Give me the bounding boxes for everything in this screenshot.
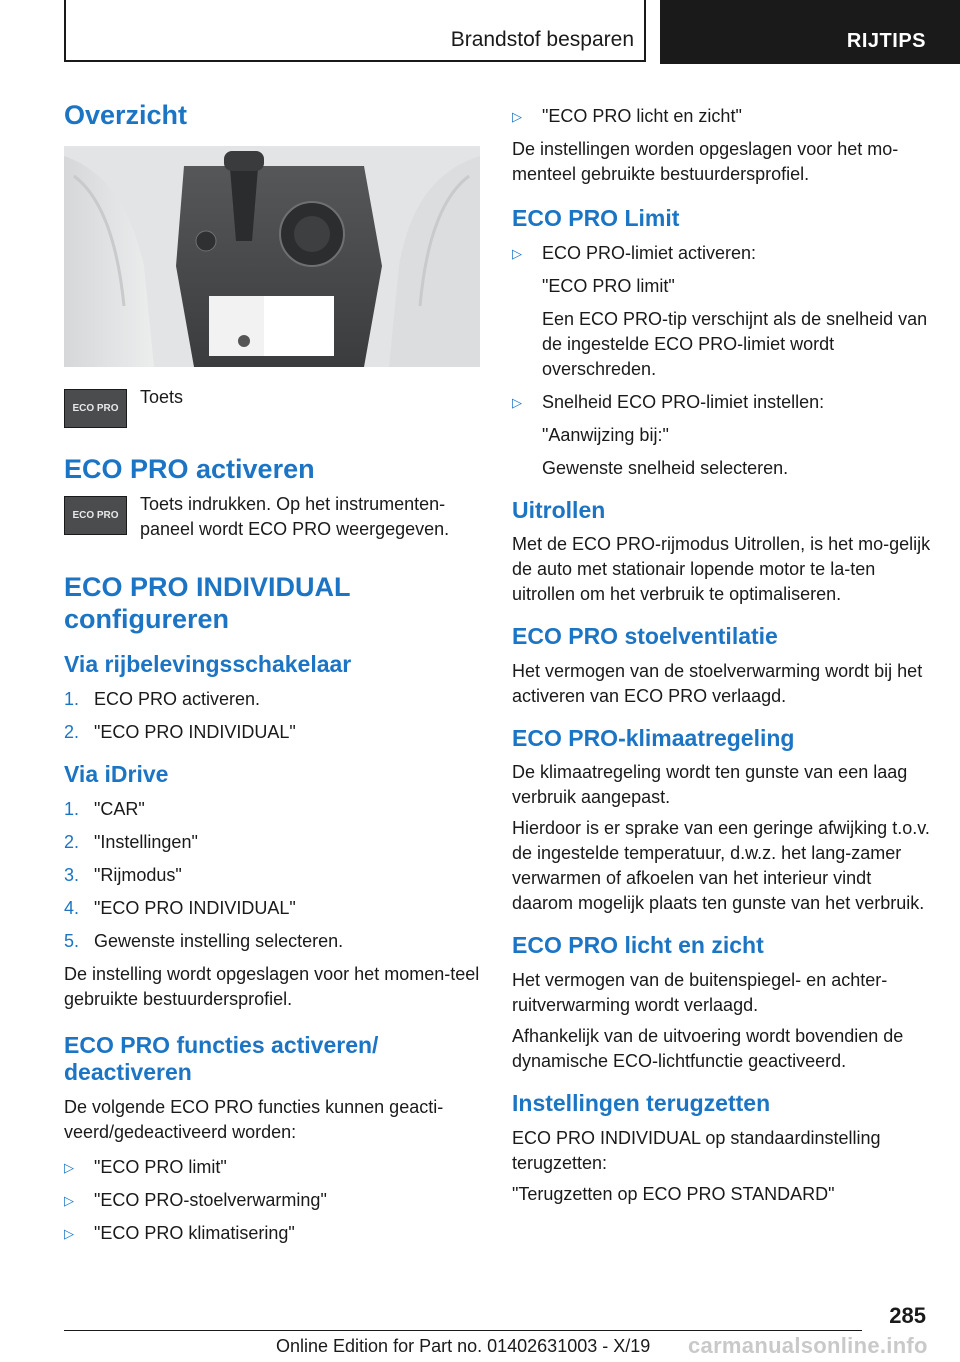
functies-list xyxy=(64,1155,484,1246)
list-item: 1. ECO PRO activeren. xyxy=(64,689,261,710)
heading-licht-zicht: ECO PRO licht en zicht xyxy=(512,932,764,959)
lichtzicht-text-1: Het vermogen van de buitenspiegel- en achter-ruitverwarming wordt verlaagd. xyxy=(512,969,888,1015)
heading-rijbeleving: Via rijbelevingsschakelaar xyxy=(64,651,352,678)
eco-pro-button-row xyxy=(64,385,484,428)
right-column xyxy=(512,104,932,1213)
left-column xyxy=(64,100,484,1254)
heading-individual: ECO PRO INDIVIDUAL configureren xyxy=(64,571,351,634)
activeren-text: Toets indrukken. Op het instrumenten-paneel wordt ECO PRO weergegeven. xyxy=(140,493,450,539)
eco-pro-button-caption: Toets xyxy=(140,386,184,407)
list-item: 2. "Instellingen" xyxy=(64,831,198,852)
idrive-steps xyxy=(64,797,484,954)
header-section-title: Brandstof besparen xyxy=(450,28,634,51)
list-item: 3. "Rijmodus" xyxy=(64,864,182,885)
heading-uitrollen: Uitrollen xyxy=(512,496,606,523)
gear-selector-photo xyxy=(64,146,480,367)
list-item: ▷ "ECO PRO klimatisering" xyxy=(64,1221,484,1246)
heading-idrive: Via iDrive xyxy=(64,761,169,788)
triangle-bullet-icon: ▷ xyxy=(512,245,522,261)
functies-intro: De volgende ECO PRO functies kunnen geacti-veerd/gedeactiveerd worden: xyxy=(64,1096,444,1142)
watermark: carmanualsonline.info xyxy=(688,1333,928,1358)
activeren-row xyxy=(64,492,484,542)
stoel-text: Het vermogen van de stoelverwarming wordt bij het activeren van ECO PRO verlaagd. xyxy=(512,660,923,706)
console-illustration xyxy=(64,146,480,367)
header-chapter-label: RIJTIPS xyxy=(846,30,926,52)
list-item: 4. "ECO PRO INDIVIDUAL" xyxy=(64,897,296,918)
page-number: 285 xyxy=(889,1303,926,1328)
triangle-bullet-icon: ▷ xyxy=(64,1225,74,1241)
triangle-bullet-icon: ▷ xyxy=(64,1159,74,1175)
heading-limit: ECO PRO Limit xyxy=(512,205,680,231)
heading-stoel: ECO PRO stoelventilatie xyxy=(512,623,778,650)
idrive-note: De instelling wordt opgeslagen voor het momen-teel gebruikte bestuurdersprofiel. xyxy=(64,963,480,1009)
eco-pro-button-icon-2: ECO PRO xyxy=(64,496,127,535)
terug-text: ECO PRO INDIVIDUAL op standaardinstelling terugzetten: xyxy=(512,1127,881,1173)
list-item: 2. "ECO PRO INDIVIDUAL" xyxy=(64,722,296,743)
uitrollen-text: Met de ECO PRO-rijmodus Uitrollen, is het mo-gelijk de auto met stationair lopende motor te la-ten uitrollen om het verbruik te optimaliseren. xyxy=(512,534,931,605)
triangle-bullet-icon: ▷ xyxy=(512,394,522,410)
header-chapter-tab[interactable] xyxy=(660,0,960,64)
triangle-bullet-icon: ▷ xyxy=(64,1192,74,1208)
list-item: 5. Gewenste instelling selecteren. xyxy=(64,930,344,951)
list-item: ▷ ECO PRO-limiet activeren: "ECO PRO limit" Een ECO PRO-tip verschijnt als de snelheid van de ingestelde ECO PRO-limiet wordt overschreden. xyxy=(512,242,928,379)
klimaat-text-2: Hierdoor is er sprake van een geringe afwijking t.o.v. de ingestelde temperatuur, d.w.z. het lang-zamer verwarmen of afkoelen van het interieur vindt daarom mogelijk plaats ten gunste van het verbruik. xyxy=(512,818,930,914)
list-item: ▷ "ECO PRO limit" xyxy=(64,1155,484,1180)
heading-overzicht: Overzicht xyxy=(64,100,188,130)
eco-pro-button-icon: ECO PRO xyxy=(64,389,127,428)
heading-terugzetten: Instellingen terugzetten xyxy=(512,1089,771,1116)
heading-klimaat: ECO PRO-klimaatregeling xyxy=(512,724,795,751)
footer-edition: Online Edition for Part no. 01402631003 - X/19 xyxy=(276,1336,651,1356)
licht-item-list xyxy=(512,104,932,129)
lichtzicht-text-2: Afhankelijk van de uitvoering wordt bovendien de dynamische ECO-lichtfunctie geactiveerd. xyxy=(512,1025,904,1071)
limit-list xyxy=(512,241,932,481)
heading-functies: ECO PRO functies activeren/ deactiveren xyxy=(64,1031,379,1086)
heading-eco-pro-activeren: ECO PRO activeren xyxy=(64,453,315,484)
list-item: 1. "CAR" xyxy=(64,798,145,819)
rijbeleving-steps xyxy=(64,687,484,745)
list-item: ▷ Snelheid ECO PRO-limiet instellen: "Aanwijzing bij:" Gewenste snelheid selecteren. xyxy=(512,391,825,478)
terug-value: "Terugzetten op ECO PRO STANDARD" xyxy=(512,1183,835,1204)
list-item: ▷ "ECO PRO licht en zicht" xyxy=(512,104,932,129)
triangle-bullet-icon: ▷ xyxy=(512,109,522,124)
klimaat-text-1: De klimaatregeling wordt ten gunste van een laag verbruik aangepast. xyxy=(512,762,908,808)
footer-divider xyxy=(64,1330,862,1331)
licht-note: De instellingen worden opgeslagen voor het mo-menteel gebruikte bestuurdersprofiel. xyxy=(512,139,899,184)
list-item: ▷ "ECO PRO-stoelverwarming" xyxy=(64,1188,484,1213)
